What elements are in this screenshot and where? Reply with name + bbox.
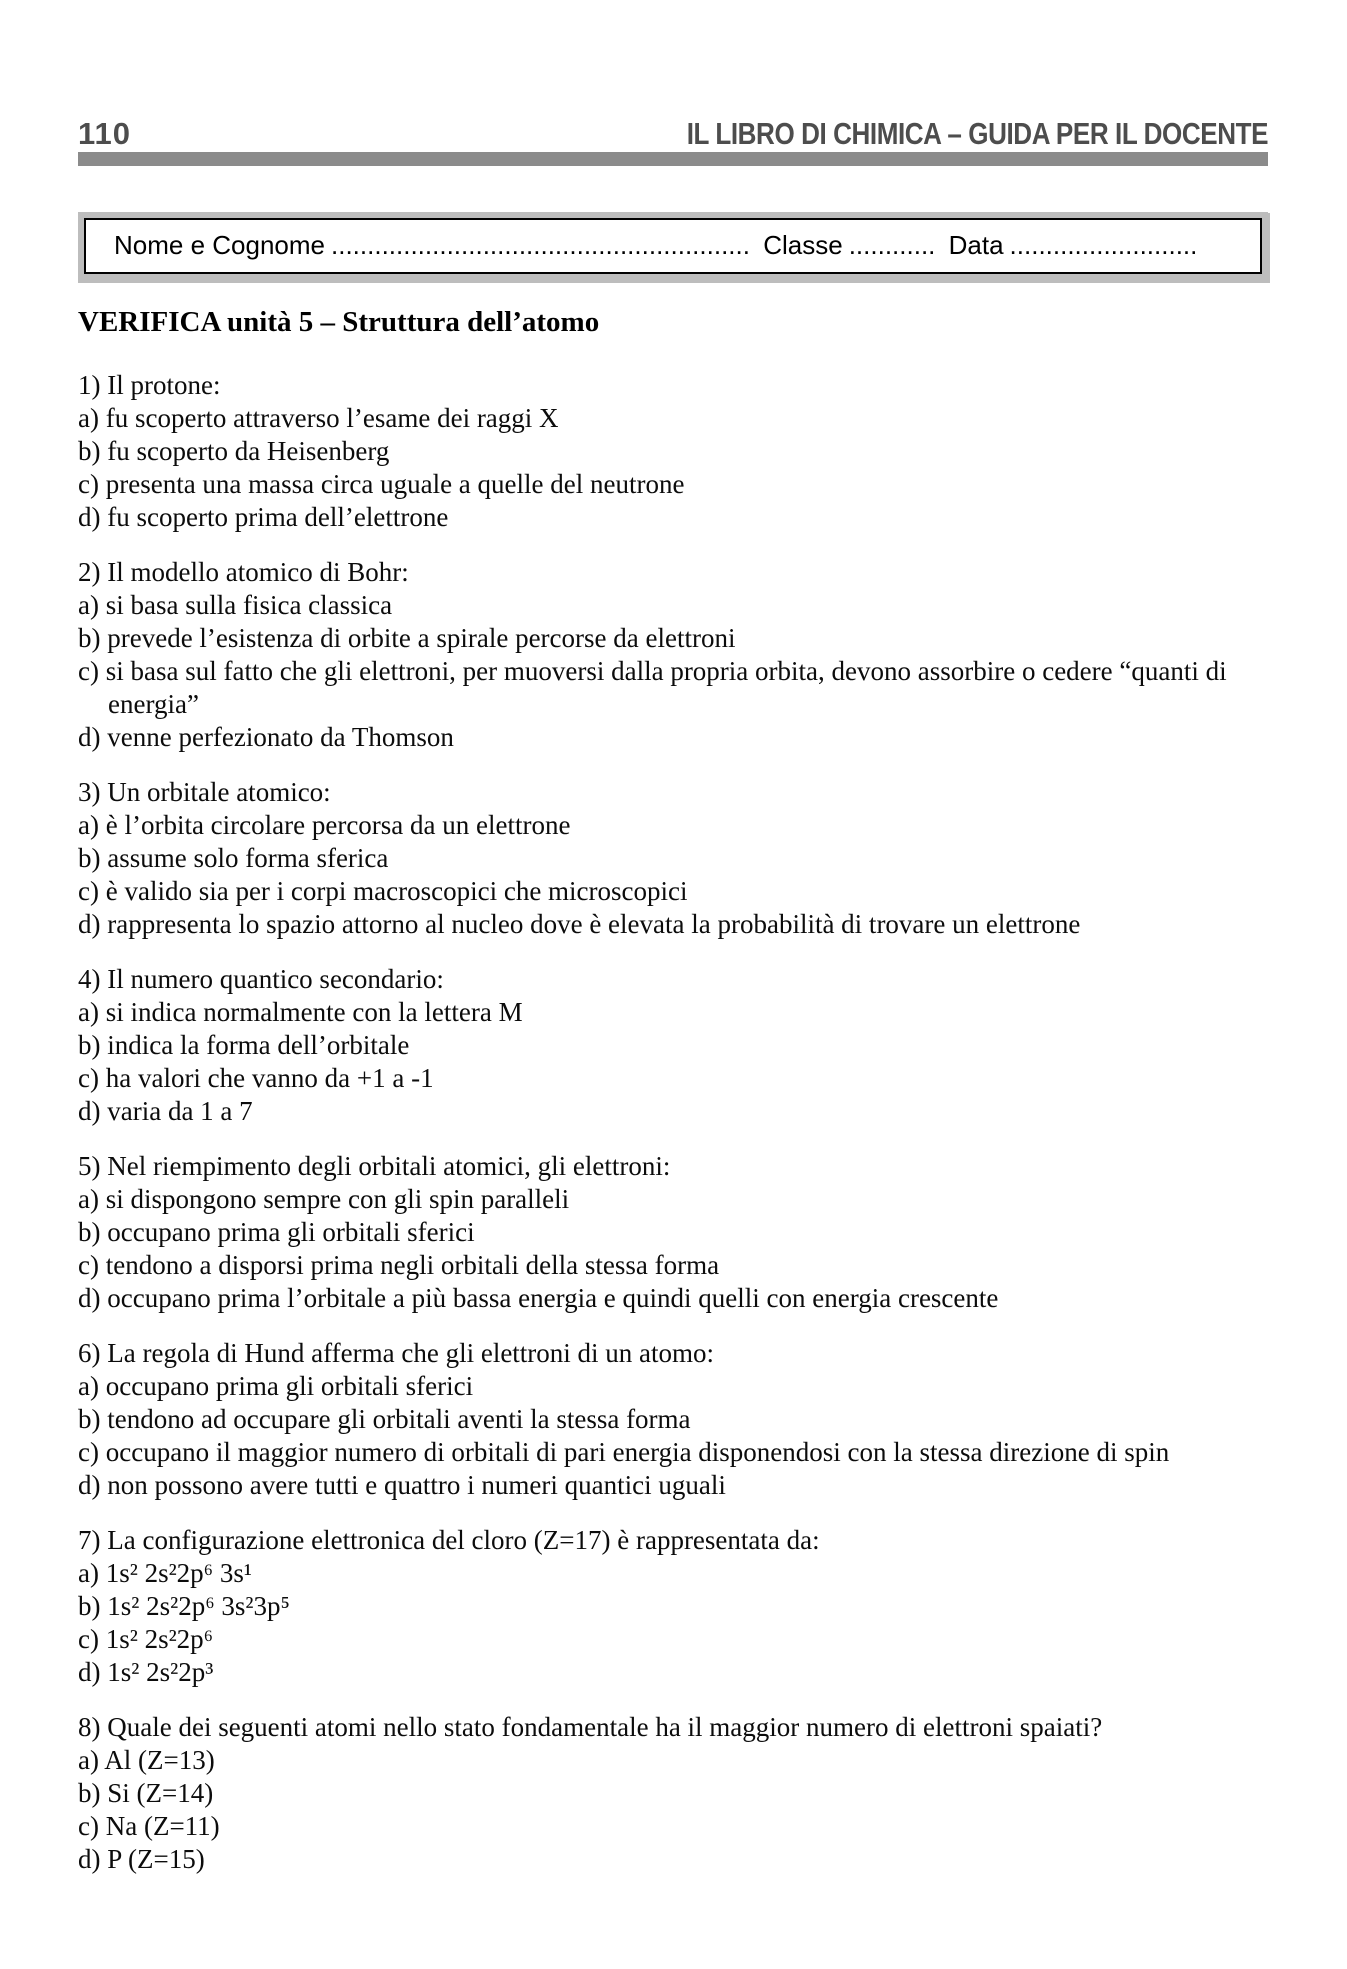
student-info-line [84, 218, 1262, 274]
student-info-box [78, 212, 1268, 280]
page-number: 110 [78, 116, 132, 151]
question-5-option-c: c) tendono a disporsi prima negli orbitali della stessa forma [78, 1249, 720, 1280]
name-surname-dotted-line: .......................................................... [331, 230, 750, 260]
question-4-option-c: c) ha valori che vanno da +1 a -1 [78, 1062, 434, 1093]
questions-list [78, 369, 1268, 1876]
question-4-prompt: 4) Il numero quantico secondario: [78, 963, 444, 994]
question-4-option-a: a) si indica normalmente con la lettera M [78, 996, 523, 1027]
question-8-prompt: 8) Quale dei seguenti atomi nello stato fondamentale ha il maggior numero di elettroni spaiati? [78, 1711, 1103, 1742]
question-3 [78, 776, 1268, 941]
question-1-option-b: b) fu scoperto da Heisenberg [78, 435, 390, 466]
question-1-option-d: d) fu scoperto prima dell’elettrone [78, 501, 449, 532]
question-8-option-c: c) Na (Z=11) [78, 1810, 220, 1841]
question-8 [78, 1711, 1268, 1876]
question-1-option-c: c) presenta una massa circa uguale a quelle del neutrone [78, 468, 685, 499]
question-2-option-b: b) prevede l’esistenza di orbite a spirale percorse da elettroni [78, 622, 736, 653]
question-6-option-c: c) occupano il maggior numero di orbitali di pari energia disponendosi con la stessa direzione di spin [78, 1436, 1170, 1467]
question-2-prompt: 2) Il modello atomico di Bohr: [78, 556, 409, 587]
question-8-option-d: d) P (Z=15) [78, 1843, 205, 1874]
question-7-prompt: 7) La configurazione elettronica del cloro (Z=17) è rappresentata da: [78, 1524, 820, 1555]
question-8-option-a: a) Al (Z=13) [78, 1744, 215, 1775]
question-5-prompt: 5) Nel riempimento degli orbitali atomici, gli elettroni: [78, 1150, 671, 1181]
test-title: VERIFICA unità 5 – Struttura dell’atomo [78, 305, 600, 338]
question-6-prompt: 6) La regola di Hund afferma che gli elettroni di un atomo: [78, 1337, 715, 1368]
question-6 [78, 1337, 1268, 1502]
question-3-prompt: 3) Un orbitale atomico: [78, 776, 331, 807]
question-7-option-a: a) 1s² 2s²2p⁶ 3s¹ [78, 1557, 252, 1588]
question-4-option-d: d) varia da 1 a 7 [78, 1095, 253, 1126]
question-6-option-a: a) occupano prima gli orbitali sferici [78, 1370, 474, 1401]
book-title: IL LIBRO DI CHIMICA – GUIDA PER IL DOCENTE [686, 116, 1268, 151]
question-3-option-b: b) assume solo forma sferica [78, 842, 389, 873]
question-8-option-b: b) Si (Z=14) [78, 1777, 214, 1808]
question-5 [78, 1150, 1268, 1315]
question-4-option-b: b) indica la forma dell’orbitale [78, 1029, 410, 1060]
class-label: Classe [763, 230, 843, 260]
question-6-option-b: b) tendono ad occupare gli orbitali aventi la stessa forma [78, 1403, 691, 1434]
running-head [78, 118, 1268, 149]
name-surname-label: Nome e Cognome [114, 230, 325, 260]
question-2-option-c: c) si basa sul fatto che gli elettroni, per muoversi dalla propria orbita, devono assorbire o cedere “quanti di energia” [78, 655, 1227, 719]
question-6-option-d: d) non possono avere tutti e quattro i numeri quantici uguali [78, 1469, 726, 1500]
question-5-option-d: d) occupano prima l’orbitale a più bassa energia e quindi quelli con energia crescente [78, 1282, 999, 1313]
question-7-option-c: c) 1s² 2s²2p⁶ [78, 1623, 214, 1654]
header-rule-bar [78, 152, 1268, 166]
question-7 [78, 1524, 1268, 1689]
question-2-option-a: a) si basa sulla fisica classica [78, 589, 393, 620]
question-1-option-a: a) fu scoperto attraverso l’esame dei raggi X [78, 402, 559, 433]
question-2 [78, 556, 1268, 754]
date-label: Data [948, 230, 1004, 260]
question-4 [78, 963, 1268, 1128]
question-3-option-c: c) è valido sia per i corpi macroscopici che microscopici [78, 875, 688, 906]
page-header [78, 118, 1268, 166]
date-dotted-line: .......................... [1009, 230, 1198, 260]
question-1-prompt: 1) Il protone: [78, 369, 221, 400]
question-7-option-d: d) 1s² 2s²2p³ [78, 1656, 214, 1687]
question-7-option-b: b) 1s² 2s²2p⁶ 3s²3p⁵ [78, 1590, 290, 1621]
question-3-option-a: a) è l’orbita circolare percorsa da un elettrone [78, 809, 571, 840]
class-dotted-line: ............ [848, 230, 936, 260]
question-1 [78, 369, 1268, 534]
question-5-option-a: a) si dispongono sempre con gli spin paralleli [78, 1183, 570, 1214]
question-3-option-d: d) rappresenta lo spazio attorno al nucleo dove è elevata la probabilità di trovare un elettrone [78, 908, 1081, 939]
question-2-option-d: d) venne perfezionato da Thomson [78, 721, 454, 752]
question-5-option-b: b) occupano prima gli orbitali sferici [78, 1216, 475, 1247]
